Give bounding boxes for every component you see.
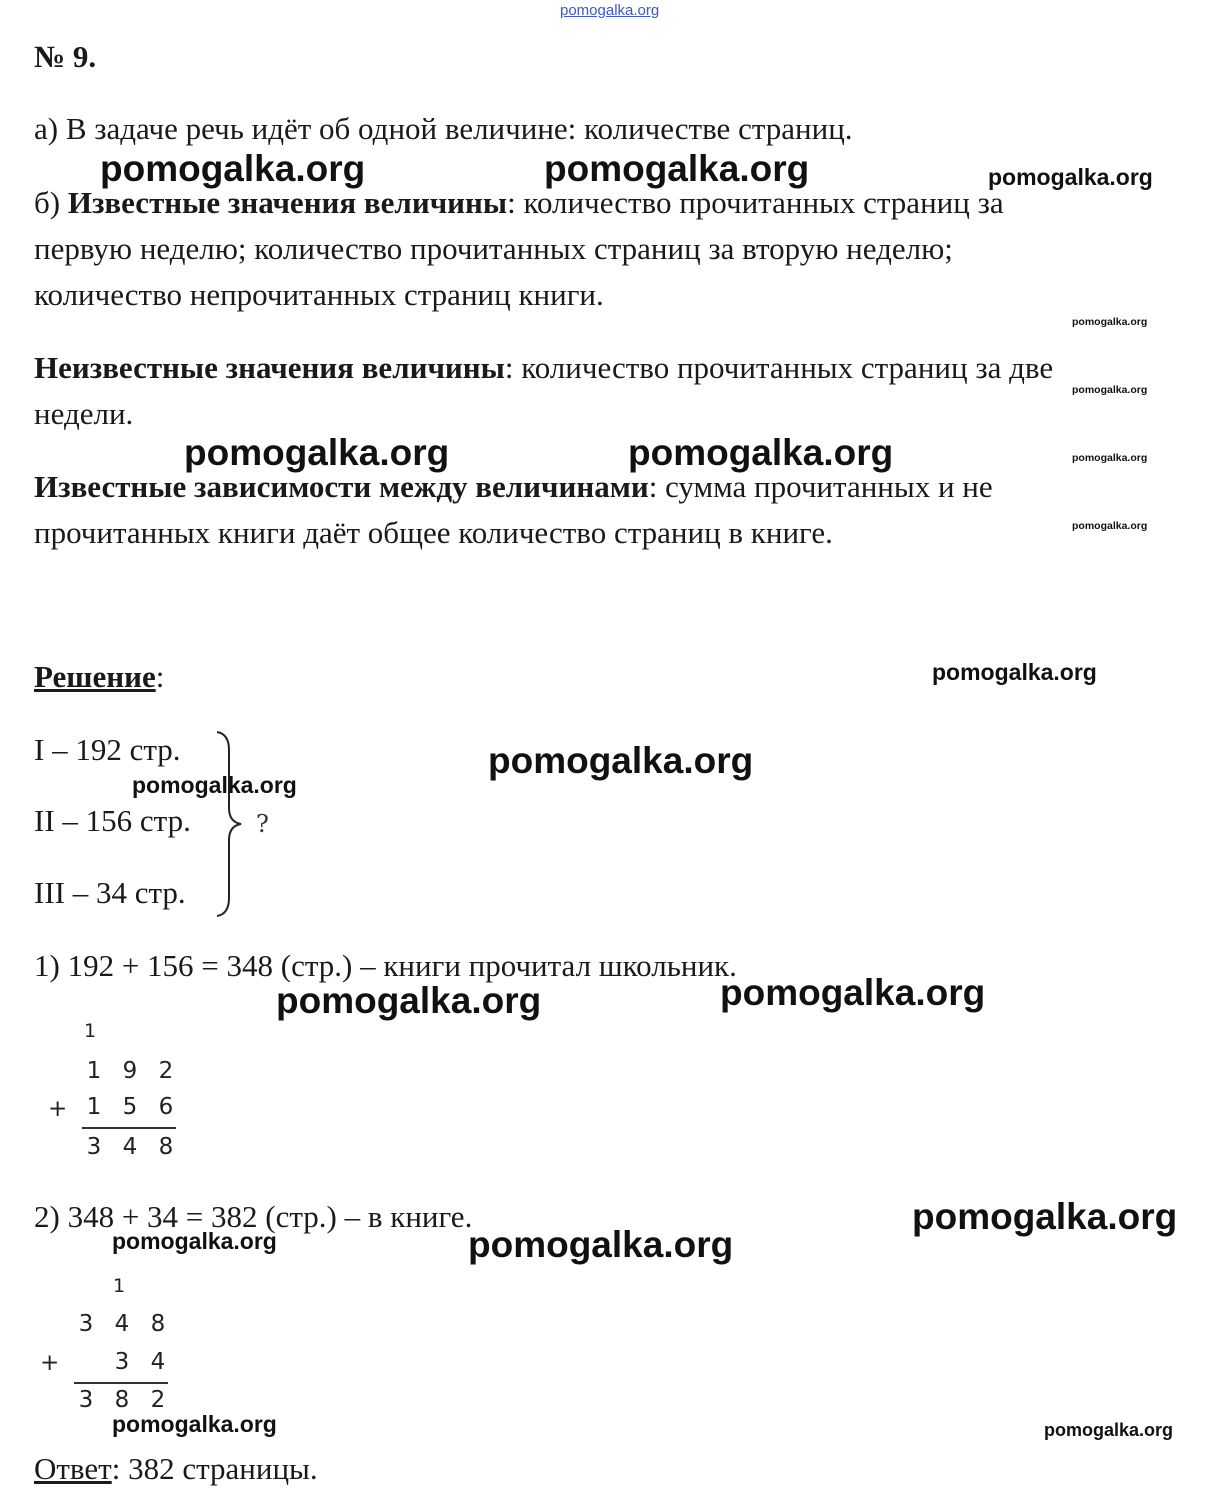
watermark-15: pomogalka.org [912,1196,1178,1237]
digit: 8 [114,1387,130,1413]
part-b-line-3: количество непрочитанных страниц книги. [34,277,604,312]
watermark-6: pomogalka.org [184,432,450,473]
watermark-16: pomogalka.org [112,1228,277,1254]
watermark-7: pomogalka.org [628,432,894,473]
step-2-bottom-number [68,1349,176,1375]
problem-number: № 9. [34,39,97,74]
digit [68,1349,104,1375]
digit: 5 [122,1094,138,1120]
digit: 1 [86,1058,102,1084]
step-2-sum-line [74,1382,168,1384]
digit: 2 [158,1058,174,1084]
watermark-top[interactable]: pomogalka.org [560,2,660,19]
step-1-bottom-number [76,1094,184,1120]
step-1-result [76,1134,184,1160]
solution-row-2: II – 156 стр. [34,803,191,838]
digit: 3 [78,1387,94,1413]
digit: 9 [122,1058,138,1084]
brace-icon [205,728,245,918]
digit: 3 [86,1134,102,1160]
watermark-2: pomogalka.org [544,148,810,189]
watermark-12: pomogalka.org [132,772,297,798]
watermark-3: pomogalka.org [988,164,1153,190]
part-b-rest: : количество прочитанных страниц за [507,185,1004,220]
step-2-text: 2) 348 + 34 = 382 (стр.) – в книге. [34,1199,473,1234]
part-a-text: а) В задаче речь идёт об одной величине: количестве страниц. [34,111,853,146]
watermark-17: pomogalka.org [468,1224,734,1265]
digit: 4 [114,1311,130,1337]
part-b-line-2: первую неделю; количество прочитанных страниц за вторую неделю; [34,231,953,266]
solution-row-1: I – 192 стр. [34,732,181,767]
step-1-carry: 1 [84,1020,97,1042]
dependencies-rest: : сумма прочитанных и не [648,469,993,504]
solution-colon: : [155,659,165,694]
step-2-top-number [68,1311,176,1337]
step-1-text: 1) 192 + 156 = 348 (стр.) – книги прочитал школьник. [34,948,737,983]
digit: 6 [158,1094,174,1120]
unknown-line-2: недели. [34,396,134,431]
solution-label: Решение [34,659,156,694]
watermark-18: pomogalka.org [112,1411,277,1437]
watermark-14: pomogalka.org [720,972,986,1013]
watermark-5: pomogalka.org [1072,384,1148,396]
digit: 4 [150,1349,166,1375]
watermark-1: pomogalka.org [100,148,366,189]
dependencies-line-2: прочитанных книги даёт общее количество страниц в книге. [34,515,833,550]
solution-heading [34,654,164,700]
digit: 1 [86,1094,102,1120]
digit: 8 [150,1311,166,1337]
watermark-8: pomogalka.org [1072,452,1148,464]
unknown-label: Неизвестные значения величины [34,350,505,385]
unknown-line-1 [34,345,1053,391]
answer-rest: : 382 страницы. [111,1451,318,1486]
brace-question-mark: ? [256,810,269,838]
watermark-19: pomogalka.org [1044,1420,1174,1440]
digit: 4 [122,1134,138,1160]
digit: 2 [150,1387,166,1413]
part-b-label: Известные значения величины [67,185,508,220]
answer-line [34,1446,318,1492]
step-1-sum-line [82,1127,176,1129]
watermark-11: pomogalka.org [488,740,754,781]
watermark-4: pomogalka.org [1072,316,1148,328]
part-b-prefix: б) [34,185,68,220]
step-1-plus-sign: + [48,1096,68,1122]
watermark-9: pomogalka.org [1072,520,1148,532]
step-2-plus-sign: + [40,1350,60,1376]
answer-label: Ответ [34,1451,112,1486]
watermark-10: pomogalka.org [932,659,1097,685]
step-1-top-number [76,1058,184,1084]
digit: 8 [158,1134,174,1160]
step-2-result [68,1387,176,1413]
digit: 3 [114,1349,130,1375]
unknown-rest: : количество прочитанных страниц за две [504,350,1054,385]
watermark-13: pomogalka.org [276,980,542,1021]
digit: 3 [78,1311,94,1337]
solution-row-3: III – 34 стр. [34,875,186,910]
dependencies-label: Известные зависимости между величинами [34,469,649,504]
step-2-carry: 1 [113,1275,126,1297]
